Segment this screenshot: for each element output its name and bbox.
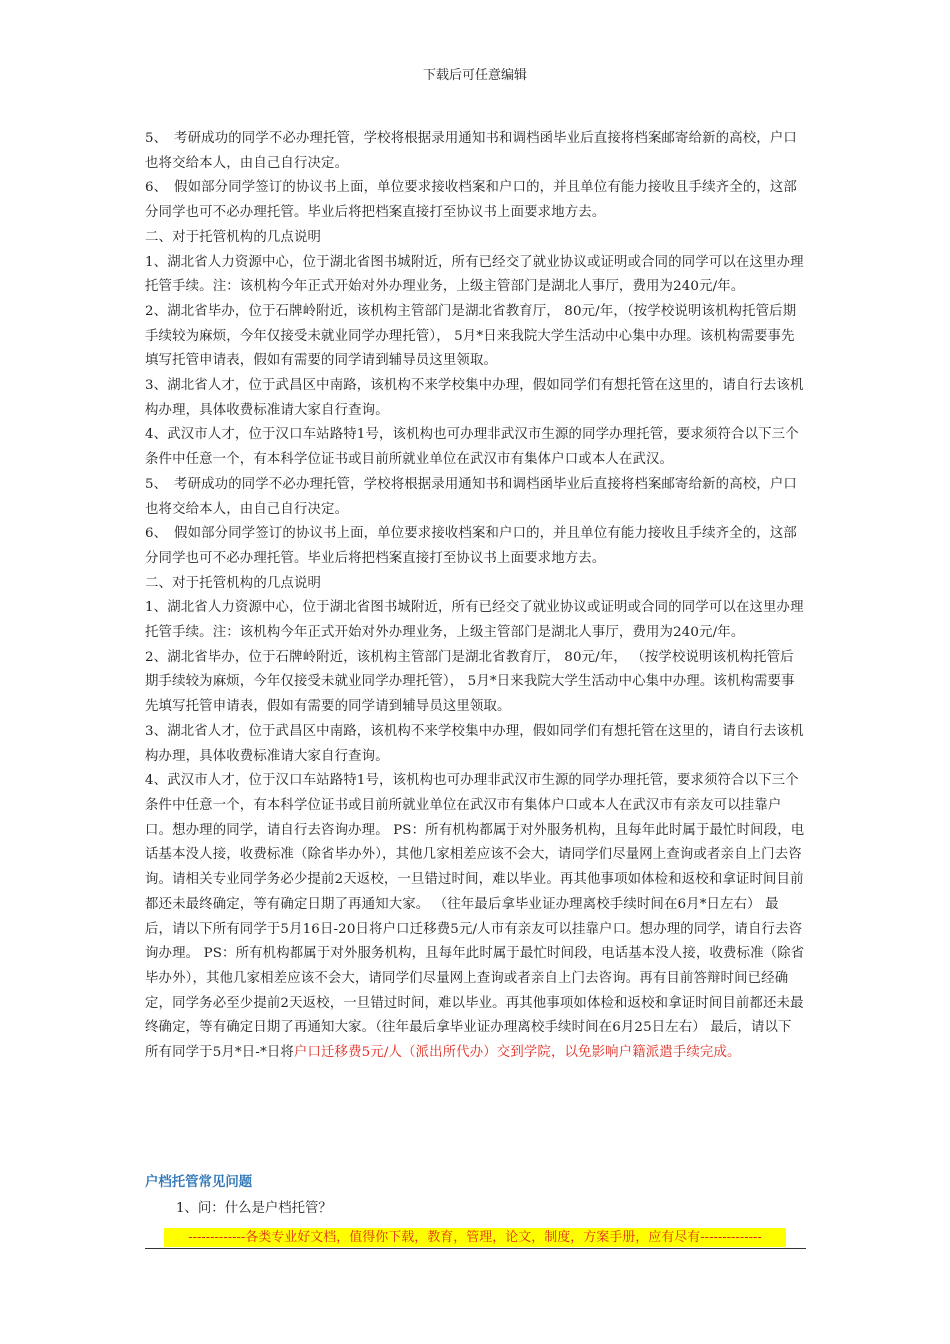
section-heading: 二、对于托管机构的几点说明 <box>145 575 322 591</box>
page-header: 下载后可任意编辑 <box>422 68 527 83</box>
paragraph: 1、湖北省人力资源中心，位于湖北省图书城附近，所有已经交了就业协议或证明或合同的同学可以在这里办理托管手续。注：该机构今年正式开始对外办理业务，上级主管部门是湖北人事厅，费用为240元/年。 <box>145 254 804 295</box>
final-paragraph <box>145 769 805 1065</box>
paragraph: 2、湖北省毕办，位于石牌岭附近，该机构主管部门是湖北省教育厅， 80元/年， （按学校说明该机构托管后期手续较为麻烦，今年仅接受未就业同学办理托管）， 5月*日来我院大学生活动中心集中办理。该机构需要事先填写托管申请表，假如有需要的同学请到辅导员这里领取。 <box>145 649 795 715</box>
paragraph: 6、 假如部分同学签订的协议书上面，单位要求接收档案和户口的，并且单位有能力接收且手续齐全的，这部分同学也可不必办理托管。毕业后将把档案直接打至协议书上面要求地方去。 <box>145 180 797 221</box>
paragraph: 3、湖北省人才，位于武昌区中南路，该机构不来学校集中办理，假如同学们有想托管在这里的，请自行去该机构办理，具体收费标准请大家自行查询。 <box>145 378 804 418</box>
paragraph: 5、 考研成功的同学不必办理托管，学校将根据录用通知书和调档函毕业后直接将档案邮寄给新的高校，户口也将交给本人，由自己自行决定。 <box>145 131 797 171</box>
faq-question: 1、问：什么是户档托管？ <box>176 1201 332 1216</box>
footer-banner: -------------各类专业好文档，值得你下载，教育，管理，论文，制度，方案手册，应有尽有-------------- <box>164 1228 786 1247</box>
highlighted-notice: 户口迁移费5元/人（派出所代办）交到学院，以免影响户籍派遣手续完成。 <box>293 1045 741 1061</box>
paragraph: 4、武汉市人才，位于汉口车站路特1号，该机构也可办理非武汉市生源的同学办理托管，要求须符合以下三个条件中任意一个，有本科学位证书或目前所就业单位在武汉市有集体户口或本人在武汉。 <box>145 427 799 468</box>
section-heading: 二、对于托管机构的几点说明 <box>145 229 322 245</box>
paragraph: 3、湖北省人才，位于武昌区中南路，该机构不来学校集中办理，假如同学们有想托管在这里的，请自行去该机构办理，具体收费标准请大家自行查询。 <box>145 723 804 764</box>
final-paragraph-text: 4、武汉市人才，位于汉口车站路特1号，该机构也可办理非武汉市生源的同学办理托管，要求须符合以下三个条件中任意一个，有本科学位证书或目前所就业单位在武汉市有集体户口或本人在武汉市有亲友可以挂靠户口。想办理的同学，请自行去咨询办理。 PS：所有机构都属于对外服务机构，且每年此时属于最忙时间段，电话基本没人接，收费标准（除省毕办外），其他几家相差应该不会大，请同学们尽量网上查询或者亲自上门去咨询。请相关专业同学务必少提前2天返校，一旦错过时间，难以毕业。再其他事项如体检和返校和拿证时间目前都还未最终确定，等有确定日期了再通知大家。 （往年最后拿毕业证办理离校手续时间在6月*日左右） 最后，请以下所有同学于5月16日-20日将户口迁移费5元/人市有亲友可以挂靠户口。想办理的同学，请自行去咨询办理。 PS：所有机构都属于对外服务机构，且每年此时属于最忙时间段，电话基本没人接，收费标准（除省毕办外），其他几家相差应该不会大，请同学们尽量网上查询或者亲自上门去咨询。再有目前答辩时间已经确定，同学务必至少提前2天返校，一旦错过时间，难以毕业。再其他事项如体检和返校和拿证时间目前都还未最终确定，等有确定日期了再通知大家。（往年最后拿毕业证办理离校手续时间在6月25日左右） 最后，请以下所有同学于5月*日-*日将 <box>145 773 805 1061</box>
paragraph: 5、 考研成功的同学不必办理托管，学校将根据录用通知书和调档函毕业后直接将档案邮寄给新的高校，户口也将交给本人，由自己自行决定。 <box>145 476 797 517</box>
paragraph: 6、 假如部分同学签订的协议书上面，单位要求接收档案和户口的，并且单位有能力接收且手续齐全的，这部分同学也可不必办理托管。毕业后将把档案直接打至协议书上面要求地方去。 <box>145 526 797 566</box>
document-body <box>145 127 805 1066</box>
paragraph: 1、湖北省人力资源中心，位于湖北省图书城附近，所有已经交了就业协议或证明或合同的同学可以在这里办理托管手续。注：该机构今年正式开始对外办理业务，上级主管部门是湖北人事厅，费用为240元/年。 <box>145 600 804 641</box>
footer-divider <box>145 1248 806 1249</box>
faq-title: 户档托管常见问题 <box>145 1174 253 1190</box>
paragraph: 2、湖北省毕办，位于石牌岭附近，该机构主管部门是湖北省教育厅， 80元/年，（按学校说明该机构托管后期手续较为麻烦，今年仅接受未就业同学办理托管）， 5月*日来我院大学生活动中心集中办理。该机构需要事先填写托管申请表，假如有需要的同学请到辅导员这里领取。 <box>145 303 797 369</box>
